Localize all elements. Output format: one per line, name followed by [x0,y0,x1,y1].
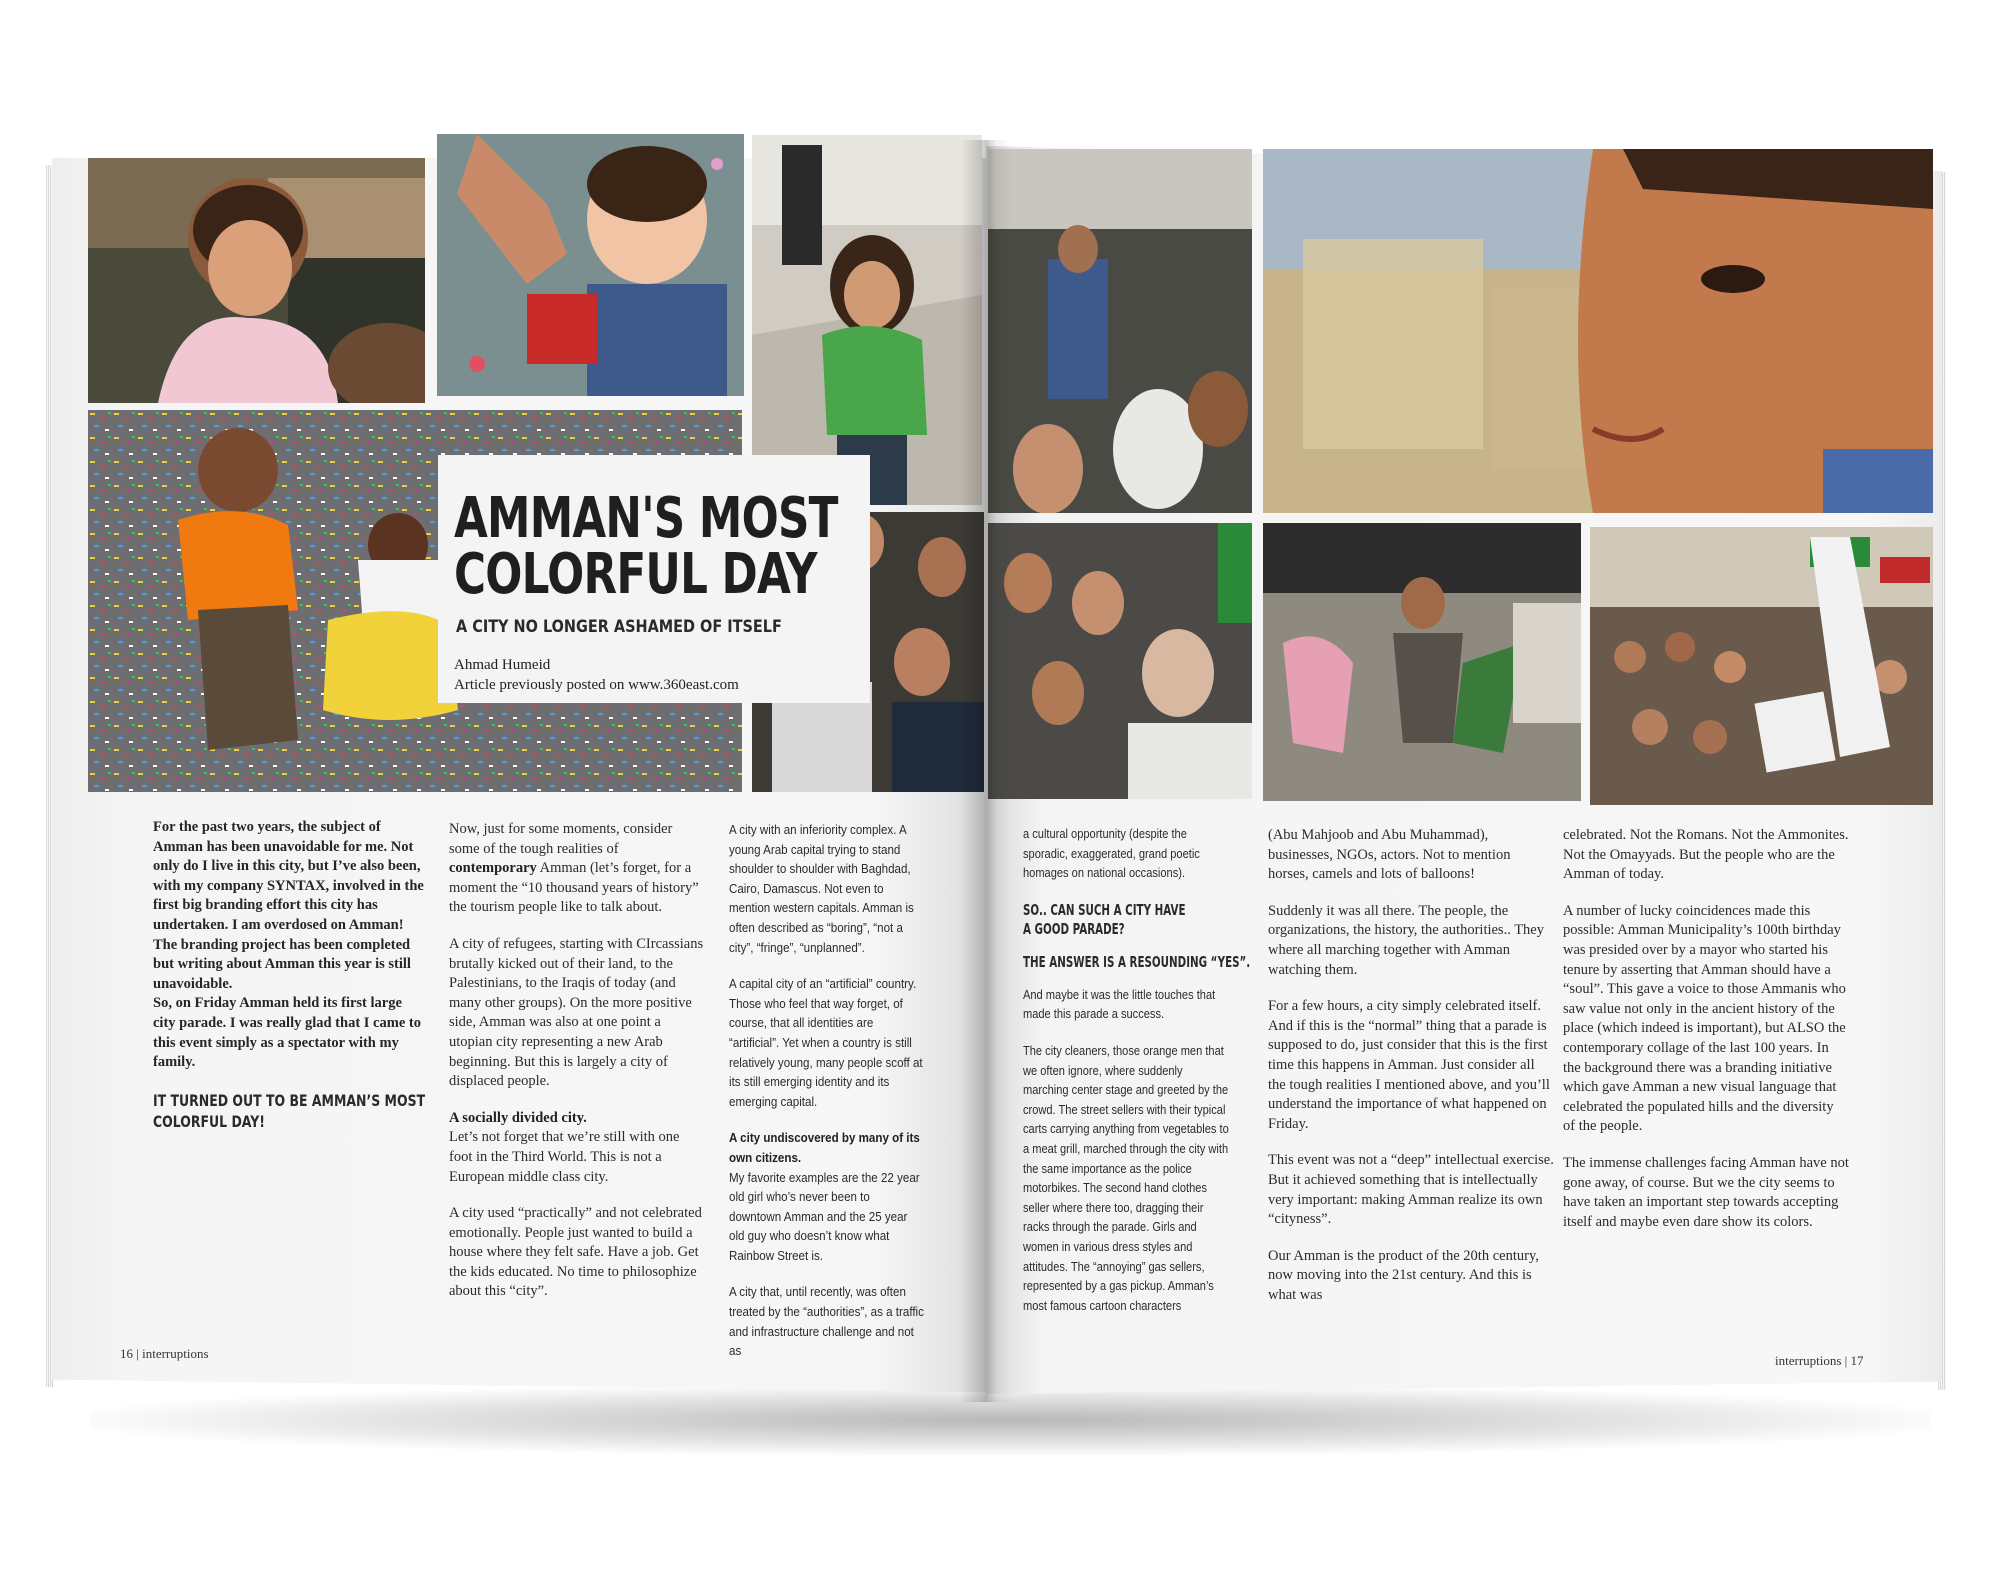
photo-crowd-flags [1590,527,1933,805]
paragraph: celebrated. Not the Romans. Not the Ammonites. Not the Omayyads. But the people who are the Amman of today. [1563,827,1849,883]
article-subtitle: A CITY NO LONGER ASHAMED OF ITSELF [456,617,782,637]
paragraph: Our Amman is the product of the 20th century, now moving into the 21st century. And this is what was [1268,1247,1539,1303]
photo-baby-laughing [437,134,744,396]
photo-boy-closeup [1263,149,1933,513]
column-4 [1023,825,1251,1333]
paragraph: So, on Friday Amman held its first large city parade. I was really glad that I came to this event simply as a spectator with my family. [153,995,421,1071]
photo-girl-pink [88,158,425,403]
question-heading: SO.. CAN SUCH A CITY HAVE A GOOD PARADE? [1023,900,1186,938]
article-source: Article previously posted on www.360east.com [454,677,739,693]
paragraph: Suddenly it was all there. The people, the organizations, the history, the authorities.. They where all marching together with Amman watching them. [1268,902,1544,978]
photo-woman-green [752,135,982,505]
paragraph: A city that, until recently, was often treated by the “authorities”, as a traffic and infrastructure challenge and not as [729,1285,924,1359]
paragraph: The immense challenges facing Amman have not gone away, of course. But we the city seems to have taken an important step towards accepting itself and maybe even dare show its colors. [1563,1154,1849,1230]
paragraph: Now, just for some moments, consider some of the tough realities of contemporary Amman (let’s forget, for a moment the “10 thousand years of history” the tourism people like to talk about. [449,821,699,916]
paragraph: A capital city of an “artificial” country. Those who feel that way forget, of course, that all identities are “artificial”. Yet when a country is still relatively young, many people scoff at its still emerging identity and its emerging capital. [729,977,923,1109]
article-title: AMMAN'S MOST COLORFUL DAY [454,486,838,607]
book-gutter-shadow [960,140,1012,1402]
article-author: Ahmad Humeid [454,657,551,673]
paragraph: (Abu Mahjoob and Abu Muhammad), businesses, NGOs, actors. Not to mention horses, camels and lots of balloons! [1268,827,1511,883]
title-box [438,455,870,703]
photo-crowd-faces [988,523,1252,799]
paragraph: The branding project has been completed but writing about Amman this year is still unavoidable. [153,936,411,992]
paragraph: This event was not a “deep” intellectual exercise. But it achieved something that is intellectually very important: making Amman realize its own “cityness”. [1268,1152,1554,1228]
column-1 [153,818,425,1146]
paragraph: For a few hours, a city simply celebrated itself. And if this is the “normal” thing that a parade is supposed to do, just consider that this is the first time this happens in Amman. Just consider all the tough realities I mentioned above, and you’ll understand the importance of what happened on Friday. [1268,998,1550,1132]
paragraph: A city of refugees, starting with CIrcassians brutally kicked out of their land, to the Palestinians, to the Iraqis of today (and many other groups). On the more positive side, Amman was also at one point a utopian city representing a new Arab beginning. But this is largely a city of displaced people. [449,935,704,1090]
page-number-right: interruptions | 17 [1775,1353,1864,1368]
column-2 [449,820,705,1319]
column-6 [1563,826,1849,1249]
paragraph: And maybe it was the little touches that made this parade a success. [1023,987,1216,1022]
photo-men-dancing [1263,523,1581,801]
column-3 [729,821,924,1379]
paragraph: The city cleaners, those orange men that we often ignore, where suddenly marching center stage and greeted by the crowd. The street sellers with their typical carts carrying anything from vegetables to a meat grill, marched through the city with the same importance as the police motorbikes. The second hand clothes seller where there too, dragging their racks through the parade. Girls and women in various dress styles and attitudes. The “annoying” gas sellers, represented by a gas pickup. Amman’s most famous cartoon characters [1023,1043,1229,1313]
paragraph: a cultural opportunity (despite the sporadic, exaggerated, grand poetic homages on national occasions). [1023,827,1200,881]
page-number-left: 16 | interruptions [120,1346,209,1361]
paragraph: A number of lucky coincidences made this possible: Amman Municipality’s 100th birthday was presided over by a mayor who started his tenure by asserting that Amman should have a “soul”. This gave a voice to those Ammanis who saw value not only in the ancient history of the place (which indeed is important), but ALSO the contemporary collage of the last 100 years. In the background there was a branding initiative which gave Amman a new visual language that celebrated the populated hills and the diversity of the people. [1563,902,1846,1135]
answer-heading: THE ANSWER IS A RESOUNDING “YES”. [1023,952,1251,971]
pull-quote: IT TURNED OUT TO BE AMMAN’S MOST COLORFUL DAY! [153,1090,426,1131]
column-5 [1268,826,1554,1322]
paragraph: For the past two years, the subject of Amman has been unavoidable for me. Not only do I live in this city, but I’ve also been, with my company SYNTAX, involved in the first big branding effort this city has undertaken. I am overdosed on Amman! [153,819,424,933]
photo-police-crowd [988,149,1252,513]
paragraph: A socially divided city. Let’s not forget that we’re still with one foot in the Third World. This is not a European middle class city. [449,1109,680,1185]
paragraph: A city undiscovered by many of its own citizens. My favorite examples are the 22 year old girl who’s never been to downtown Amman and the 25 year old guy who doesn’t know what Rainbow Street is. [729,1131,920,1263]
paragraph: A city used “practically” and not celebrated emotionally. People just wanted to build a house where they felt safe. Have a job. Get the kids educated. No time to philosophize about this “city”. [449,1205,702,1300]
paragraph: A city with an inferiority complex. A young Arab capital trying to stand shoulder to shoulder with Baghdad, Cairo, Damascus. Not even to mention western capitals. Amman is often described as “boring”, “not a city”, “fringe”, “unplanned”. [729,823,914,955]
